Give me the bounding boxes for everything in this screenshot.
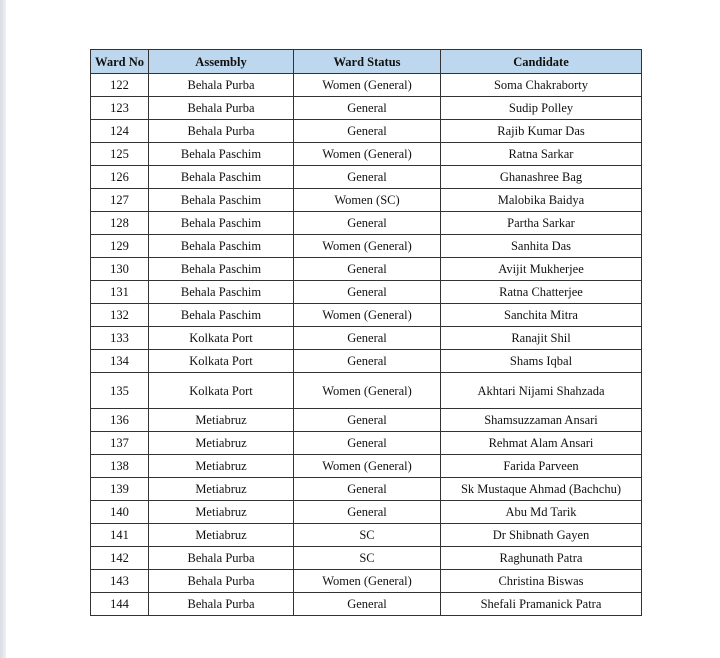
- header-assembly: Assembly: [149, 50, 294, 74]
- cell-candidate: Partha Sarkar: [441, 212, 642, 235]
- cell-assembly: Behala Purba: [149, 593, 294, 616]
- table-row: [91, 212, 642, 235]
- cell-ward-status: Women (SC): [294, 189, 441, 212]
- cell-candidate: Sanhita Das: [441, 235, 642, 258]
- table-row: [91, 432, 642, 455]
- cell-ward-no: 128: [91, 212, 149, 235]
- cell-ward-status: Women (General): [294, 235, 441, 258]
- cell-ward-no: 144: [91, 593, 149, 616]
- header-row: [91, 50, 642, 74]
- cell-candidate: Avijit Mukherjee: [441, 258, 642, 281]
- table-row: [91, 501, 642, 524]
- cell-ward-no: 134: [91, 350, 149, 373]
- cell-ward-status: General: [294, 593, 441, 616]
- cell-ward-no: 139: [91, 478, 149, 501]
- cell-ward-no: 135: [91, 373, 149, 409]
- table-row: [91, 74, 642, 97]
- cell-ward-no: 126: [91, 166, 149, 189]
- cell-ward-status: General: [294, 281, 441, 304]
- cell-ward-status: General: [294, 97, 441, 120]
- cell-assembly: Behala Paschim: [149, 281, 294, 304]
- cell-assembly: Behala Purba: [149, 120, 294, 143]
- cell-candidate: Ratna Sarkar: [441, 143, 642, 166]
- cell-assembly: Kolkata Port: [149, 350, 294, 373]
- cell-ward-no: 130: [91, 258, 149, 281]
- cell-ward-no: 125: [91, 143, 149, 166]
- cell-ward-status: SC: [294, 547, 441, 570]
- cell-candidate: Soma Chakraborty: [441, 74, 642, 97]
- cell-candidate: Shamsuzzaman Ansari: [441, 409, 642, 432]
- cell-assembly: Behala Paschim: [149, 212, 294, 235]
- cell-candidate: Sk Mustaque Ahmad (Bachchu): [441, 478, 642, 501]
- cell-candidate: Raghunath Patra: [441, 547, 642, 570]
- cell-ward-no: 122: [91, 74, 149, 97]
- cell-ward-status: Women (General): [294, 74, 441, 97]
- table-row: [91, 189, 642, 212]
- cell-candidate: Rajib Kumar Das: [441, 120, 642, 143]
- cell-candidate: Ghanashree Bag: [441, 166, 642, 189]
- table-row: [91, 478, 642, 501]
- table-row: [91, 350, 642, 373]
- cell-assembly: Behala Paschim: [149, 258, 294, 281]
- table-row: [91, 304, 642, 327]
- cell-ward-no: 143: [91, 570, 149, 593]
- table-row: [91, 570, 642, 593]
- document-page: [6, 0, 720, 658]
- cell-assembly: Metiabruz: [149, 409, 294, 432]
- cell-ward-no: 129: [91, 235, 149, 258]
- cell-ward-no: 140: [91, 501, 149, 524]
- cell-ward-status: Women (General): [294, 570, 441, 593]
- cell-assembly: Behala Paschim: [149, 166, 294, 189]
- cell-assembly: Metiabruz: [149, 501, 294, 524]
- table-row: [91, 409, 642, 432]
- cell-candidate: Christina Biswas: [441, 570, 642, 593]
- cell-ward-status: SC: [294, 524, 441, 547]
- table-row: [91, 258, 642, 281]
- cell-candidate: Sudip Polley: [441, 97, 642, 120]
- cell-assembly: Metiabruz: [149, 455, 294, 478]
- cell-ward-status: General: [294, 258, 441, 281]
- cell-ward-no: 123: [91, 97, 149, 120]
- cell-ward-no: 141: [91, 524, 149, 547]
- table-row: [91, 373, 642, 409]
- cell-ward-no: 138: [91, 455, 149, 478]
- cell-ward-status: General: [294, 166, 441, 189]
- cell-ward-status: General: [294, 327, 441, 350]
- cell-ward-status: General: [294, 478, 441, 501]
- table-row: [91, 235, 642, 258]
- cell-candidate: Dr Shibnath Gayen: [441, 524, 642, 547]
- cell-candidate: Malobika Baidya: [441, 189, 642, 212]
- cell-ward-status: General: [294, 501, 441, 524]
- table-row: [91, 120, 642, 143]
- cell-assembly: Behala Purba: [149, 570, 294, 593]
- cell-assembly: Behala Paschim: [149, 235, 294, 258]
- cell-candidate: Ranajit Shil: [441, 327, 642, 350]
- table-row: [91, 97, 642, 120]
- cell-assembly: Kolkata Port: [149, 327, 294, 350]
- cell-ward-no: 131: [91, 281, 149, 304]
- table-row: [91, 327, 642, 350]
- header-ward-no: Ward No: [91, 50, 149, 74]
- cell-ward-status: General: [294, 212, 441, 235]
- cell-ward-status: Women (General): [294, 455, 441, 478]
- cell-ward-no: 136: [91, 409, 149, 432]
- table-row: [91, 593, 642, 616]
- table-header: [91, 50, 642, 74]
- cell-candidate: Sanchita Mitra: [441, 304, 642, 327]
- candidate-table: [90, 49, 642, 616]
- cell-assembly: Behala Purba: [149, 97, 294, 120]
- cell-assembly: Behala Paschim: [149, 304, 294, 327]
- cell-candidate: Abu Md Tarik: [441, 501, 642, 524]
- cell-ward-no: 127: [91, 189, 149, 212]
- cell-candidate: Akhtari Nijami Shahzada: [441, 373, 642, 409]
- table-body: [91, 74, 642, 616]
- table-row: [91, 143, 642, 166]
- cell-ward-status: General: [294, 409, 441, 432]
- cell-candidate: Shams Iqbal: [441, 350, 642, 373]
- cell-ward-no: 132: [91, 304, 149, 327]
- cell-ward-status: Women (General): [294, 373, 441, 409]
- cell-candidate: Rehmat Alam Ansari: [441, 432, 642, 455]
- header-candidate: Candidate: [441, 50, 642, 74]
- cell-assembly: Metiabruz: [149, 478, 294, 501]
- cell-candidate: Ratna Chatterjee: [441, 281, 642, 304]
- cell-ward-no: 142: [91, 547, 149, 570]
- cell-ward-status: Women (General): [294, 143, 441, 166]
- header-ward-status: Ward Status: [294, 50, 441, 74]
- table-row: [91, 524, 642, 547]
- cell-assembly: Behala Purba: [149, 74, 294, 97]
- cell-ward-no: 124: [91, 120, 149, 143]
- cell-assembly: Behala Purba: [149, 547, 294, 570]
- cell-ward-no: 133: [91, 327, 149, 350]
- cell-assembly: Metiabruz: [149, 524, 294, 547]
- cell-ward-status: General: [294, 120, 441, 143]
- cell-ward-status: General: [294, 432, 441, 455]
- cell-assembly: Behala Paschim: [149, 143, 294, 166]
- cell-assembly: Metiabruz: [149, 432, 294, 455]
- cell-candidate: Farida Parveen: [441, 455, 642, 478]
- cell-candidate: Shefali Pramanick Patra: [441, 593, 642, 616]
- cell-assembly: Kolkata Port: [149, 373, 294, 409]
- cell-ward-no: 137: [91, 432, 149, 455]
- table-row: [91, 166, 642, 189]
- cell-ward-status: Women (General): [294, 304, 441, 327]
- table-row: [91, 547, 642, 570]
- table-row: [91, 281, 642, 304]
- table-row: [91, 455, 642, 478]
- cell-assembly: Behala Paschim: [149, 189, 294, 212]
- cell-ward-status: General: [294, 350, 441, 373]
